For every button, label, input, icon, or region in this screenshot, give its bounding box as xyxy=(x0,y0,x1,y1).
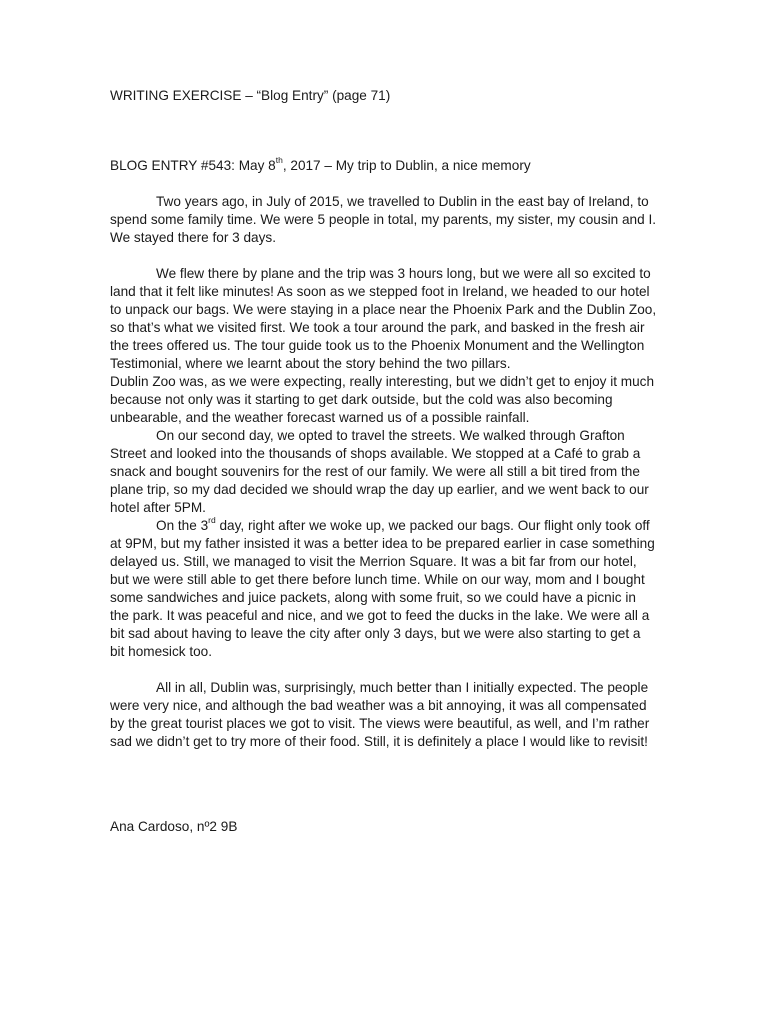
paragraph-third-day xyxy=(110,517,658,661)
paragraph-intro: Two years ago, in July of 2015, we travelled to Dublin in the east bay of Ireland, to spend some family time. We were 5 people in total, my parents, my sister, my cousin and I. We stayed there for 3 days. xyxy=(110,194,656,245)
third-day-ordinal: rd xyxy=(208,515,216,526)
paragraph-gap xyxy=(110,247,658,265)
blog-title-ordinal: th xyxy=(275,155,283,166)
paragraph-second-day: On our second day, we opted to travel the streets. We walked through Grafton Street and looked into the thousands of shops available. We stopped at a Café to grab a snack and bought souvenirs for the rest of our family. We were all still a bit tired from the plane trip, so my dad decided we should wrap the day up earlier, and we went back to our hotel after 5PM. xyxy=(110,428,649,515)
paragraph-gap xyxy=(110,661,658,679)
blog-title-prefix: BLOG ENTRY #543: May 8 xyxy=(110,158,276,173)
exercise-heading: WRITING EXERCISE – “Blog Entry” (page 71) xyxy=(110,88,391,103)
paragraph-dublin-zoo: Dublin Zoo was, as we were expecting, really interesting, but we didn’t get to enjoy it much because not only was it starting to get dark outside, but the cold was also becoming unbearable, and the weather forecast warned us of a possible rainfall. xyxy=(110,374,655,425)
third-day-rest: day, right after we woke up, we packed our bags. Our flight only took off at 9PM, but my father insisted it was a better idea to be prepared earlier in case something delayed us. Still, we managed to visit the Merrion Square. It was a bit far from our hotel, but we were still able to get there before lunch time. While on our way, mom and I bought some sandwiches and juice packets, along with some fruit, so we could have a picnic in the park. It was peaceful and nice, and we got to feed the ducks in the lake. We were all a bit sad about having to leave the city after only 3 days, but we were also starting to get a bit homesick too. xyxy=(110,518,655,659)
third-day-prefix: On the 3 xyxy=(156,518,209,533)
blog-entry-title xyxy=(110,157,658,175)
blog-body xyxy=(110,193,658,751)
paragraph-phoenix-park: We flew there by plane and the trip was 3 hours long, but we were all so excited to land that it felt like minutes! As soon as we stepped foot in Ireland, we headed to our hotel to unpack our bags. We were staying in a place near the Phoenix Park and the Dublin Zoo, so that’s what we visited first. We took a tour around the park, and basked in the fresh air the trees offered us. The tour guide took us to the Phoenix Monument and the Wellington Testimonial, where we learnt about the story behind the two pillars. xyxy=(110,266,657,371)
paragraph-conclusion: All in all, Dublin was, surprisingly, much better than I initially expected. The people were very nice, and although the bad weather was a bit annoying, it was all compensated by the great tourist places we got to visit. The views were beautiful, as well, and I’m rather sad we didn’t get to try more of their food. Still, it is definitely a place I would like to revisit! xyxy=(110,680,650,749)
author-signature: Ana Cardoso, nº2 9B xyxy=(110,819,238,834)
blog-title-rest: , 2017 – My trip to Dublin, a nice memory xyxy=(282,158,531,173)
